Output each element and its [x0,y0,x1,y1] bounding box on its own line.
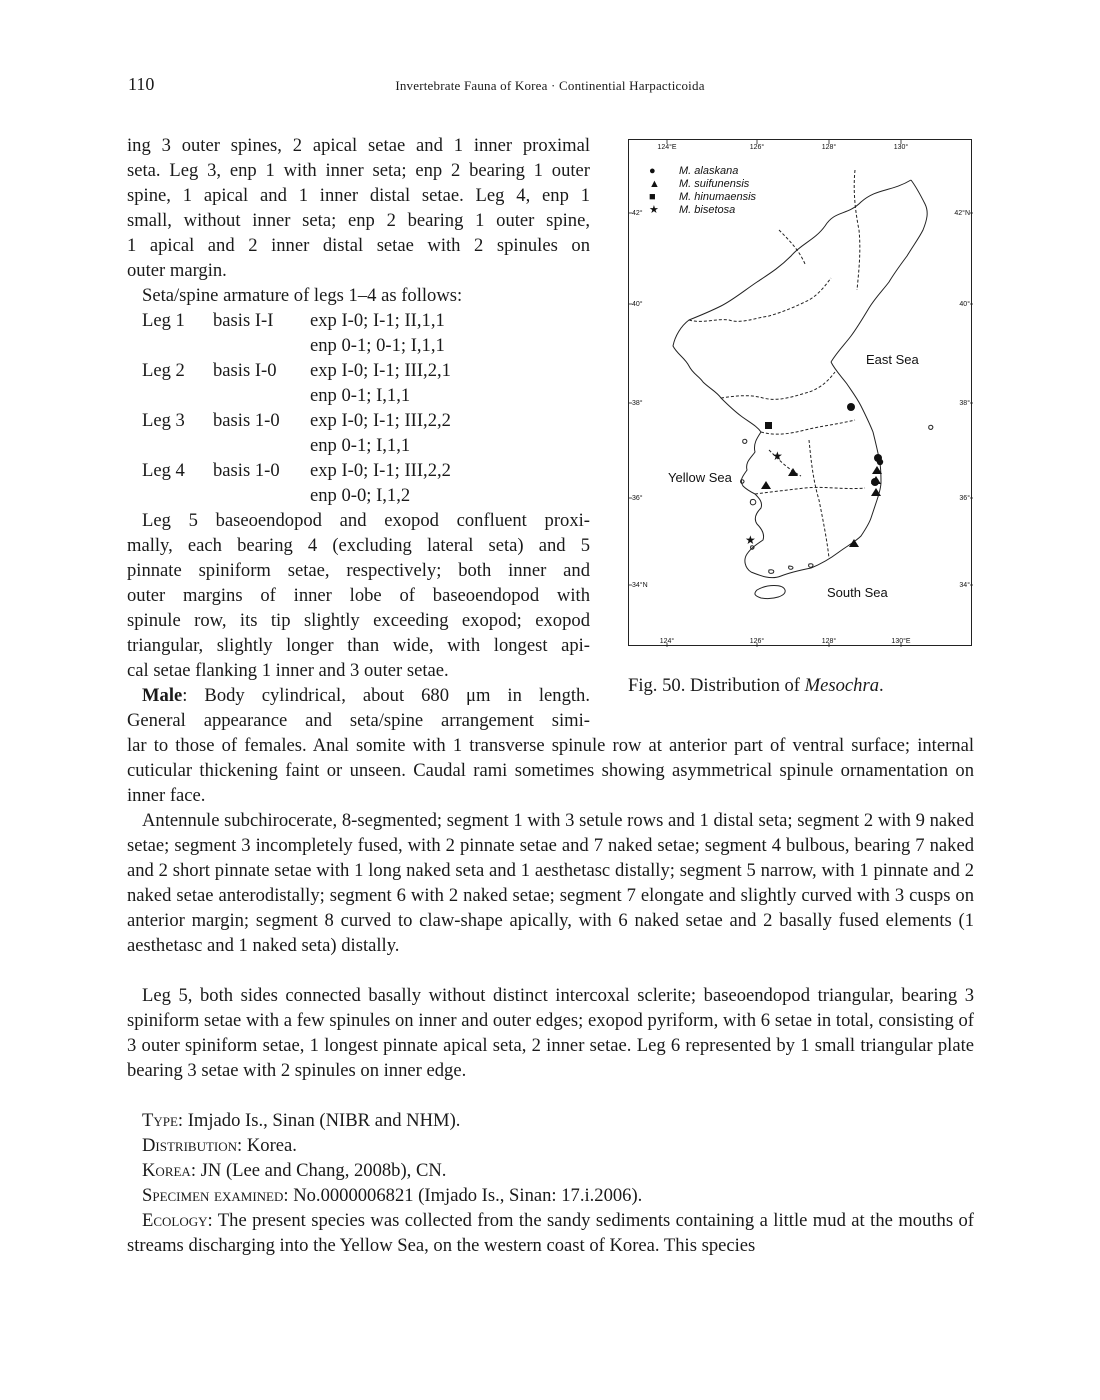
armature-row [127,433,590,458]
left-tick-label: 34°N [632,582,648,589]
male-heading: Male [142,685,183,706]
ecology-heading: Ecology [142,1210,208,1231]
record-marker-hinumaensis [765,422,772,429]
armature-row [127,408,590,433]
left-tick-label: 36° [632,495,643,502]
record-marker-suifunensis [788,468,798,476]
text-line: cal setae flanking 1 inner and 3 outer setae. [127,660,449,681]
legend-label: M. hinumaensis [679,191,757,203]
male-text: : Body cylindrical, about 680 μm in length. [182,685,590,706]
enp-formula: enp 0-1; 0-1; I,1,1 [310,335,445,356]
right-tick-label: 40° [959,301,970,308]
locality-markers [745,403,883,547]
bottom-tick-label: 130°E [891,638,911,645]
right-tick-label: 38° [959,400,970,407]
caption-suffix: . [879,675,884,696]
type-heading: Type [142,1110,178,1131]
enp-formula: enp 0-1; I,1,1 [310,435,411,456]
bottom-tick-label: 128° [821,638,837,645]
distribution-map [628,139,972,646]
armature-row [127,358,590,383]
korea-record [127,1158,974,1183]
exp-formula: exp I-0; I-1; III,2,1 [310,360,451,381]
legend-symbol-triangle: ▲ [649,178,660,190]
legend-symbol-star: ★ [649,204,659,216]
map-legend [649,165,757,216]
text-line: spine, 1 apical and 1 inner distal setae. Leg 4, enp 1 [127,185,590,206]
armature-row [127,333,590,358]
top-tick-label: 128° [821,144,837,151]
enp-formula: enp 0-1; I,1,1 [310,385,411,406]
distribution-record [127,1133,974,1158]
ecology-value: : The present species was collected from the sandy sediments containing a little mud at the mouths of streams discharging into the Yellow Sea, on the western coast of Korea. This species [127,1210,974,1256]
enp-formula: enp 0-0; I,1,2 [310,485,411,506]
text-line: seta. Leg 3, enp 1 with inner seta; enp 2 bearing 1 outer [127,160,590,181]
coastline [673,170,933,599]
legend-label: M. suifunensis [679,178,750,190]
record-marker-alaskana [847,403,855,411]
leg-label: Leg 3 [142,410,185,431]
leg-label: Leg 4 [142,460,185,481]
basis-formula: basis 1-0 [213,460,280,481]
bottom-tick-label: 124° [659,638,675,645]
east-sea-label: East Sea [866,352,919,367]
text-line: Leg 5 baseoendopod and exopod confluent proxi- [142,510,590,531]
armature-row [127,308,590,333]
armature-table [127,308,590,508]
continued-paragraph [127,133,590,283]
specimen-heading: Specimen examined [142,1185,284,1206]
record-marker-bisetosa: ★ [772,449,783,463]
legend-symbol-square: ■ [649,191,656,203]
map-ticks [629,140,973,647]
armature-row [127,483,590,508]
armature-intro: Seta/spine armature of legs 1–4 as follows: [142,285,463,306]
caption-text: Fig. 50. Distribution of [628,675,805,696]
male-paragraph-rest: lar to those of females. Anal somite with 1 transverse spinule row at anterior part of ventral surface; internal cuticular thickening faint or unseen. Caudal rami sometimes showing asymmetrical spinule ornamentation on inner face. [127,735,974,806]
text-line: ing 3 outer spines, 2 apical setae and 1 inner proximal [127,135,590,156]
exp-formula: exp I-0; I-1; III,2,2 [310,410,451,431]
top-tick-label: 130° [893,144,909,151]
legend-label: M. bisetosa [679,204,736,216]
type-value: : Imjado Is., Sinan (NIBR and NHM). [177,1110,461,1131]
korea-value: : JN (Lee and Chang, 2008b), CN. [190,1160,447,1181]
armature-row [127,383,590,408]
right-tick-label: 36° [959,495,970,502]
leg-label: Leg 2 [142,360,185,381]
right-tick-label: 34° [959,582,970,589]
male-paragraph-start [127,683,590,733]
top-tick-label: 126° [749,144,765,151]
text-line: outer margins of inner lobe of baseoendopod with [127,585,590,606]
distribution-heading: Distribution [142,1135,238,1156]
south-sea-label: South Sea [827,585,888,600]
legend-symbol-circle: ● [649,165,656,177]
left-column [127,133,590,733]
leg5-paragraph [127,508,590,683]
leg5-male-paragraph: Leg 5, both sides connected basally without distinct intercoxal sclerite; baseoendopod triangular, bearing 3 spiniform setae with a few spinules on inner and outer edges; exopod pyriform, with 6 setae in total, consisting of 3 outer spiniform setae, 1 longest pinnate apical seta, 2 inner setae. Leg 6 represented by 1 small triangular plate bearing 3 setae with 2 spinules on inner edge. [127,985,974,1081]
figure-caption [628,673,884,698]
text-line: General appearance and seta/spine arrangement simi- [127,710,590,731]
type-record [127,1108,974,1133]
text-line: small, without inner seta; enp 2 bearing 1 outer spine, [127,210,590,231]
text-line [127,683,590,708]
text-line: mally, each bearing 4 (excluding lateral seta) and 5 [127,535,590,556]
leg-label: Leg 1 [142,310,185,331]
antennule-paragraph: Antennule subchirocerate, 8-segmented; segment 1 with 3 setule rows and 1 distal seta; segment 2 with 9 naked setae; segment 3 incompletely fused, with 2 pinnate setae and 7 naked setae; segment 4 bulbous, bearing 7 naked and 2 short pinnate setae with 1 long naked seta and 1 aesthetasc distally; segment 5 narrow, with 1 pinnate and 2 naked setae anterodistally; segment 6 with 2 naked setae; segment 7 elongate and slightly curved with 3 cusps on anterior margin; segment 8 curved to claw-shape apically, with 6 naked setae and 2 basally fused elements (1 aesthetasc and 1 naked seta) distally. [127,810,974,956]
legend-label: M. alaskana [679,165,739,177]
record-marker-bisetosa: ★ [745,533,756,547]
armature-row [127,458,590,483]
text-line: triangular, slightly longer than wide, with longest api- [127,635,590,656]
left-tick-label: 40° [632,301,643,308]
basis-formula: basis I-I [213,310,274,331]
text-line: pinnate spiniform setae, respectively; both inner and [127,560,590,581]
left-tick-label: 38° [632,400,643,407]
bottom-tick-label: 126° [749,638,765,645]
right-tick-label: 42°N [954,210,970,217]
map-svg [629,140,973,647]
specimen-value: : No.0000006821 (Imjado Is., Sinan: 17.i.2006). [283,1185,643,1206]
text-line: outer margin. [127,260,227,281]
top-tick-label: 124°E [657,144,677,151]
exp-formula: exp I-0; I-1; II,1,1 [310,310,445,331]
record-marker-suifunensis [849,539,859,547]
basis-formula: basis I-0 [213,360,277,381]
ecology-record [127,1208,974,1258]
exp-formula: exp I-0; I-1; III,2,2 [310,460,451,481]
yellow-sea-label: Yellow Sea [668,470,732,485]
record-marker-alaskana [877,459,883,465]
text-line: spinule row, its tip slightly exceeding exopod; exopod [127,610,590,631]
specimen-record [127,1183,974,1208]
caption-taxon: Mesochra [804,675,880,696]
korea-heading: Korea [142,1160,191,1181]
running-head: Invertebrate Fauna of Korea · Continential Harpacticoida [395,78,705,93]
text-line: 1 apical and 2 inner distal setae with 2 spinules on [127,235,590,256]
distribution-value: : Korea. [237,1135,297,1156]
page-number: 110 [128,74,155,94]
record-marker-suifunensis [761,481,771,489]
left-tick-label: 42° [632,210,643,217]
basis-formula: basis 1-0 [213,410,280,431]
